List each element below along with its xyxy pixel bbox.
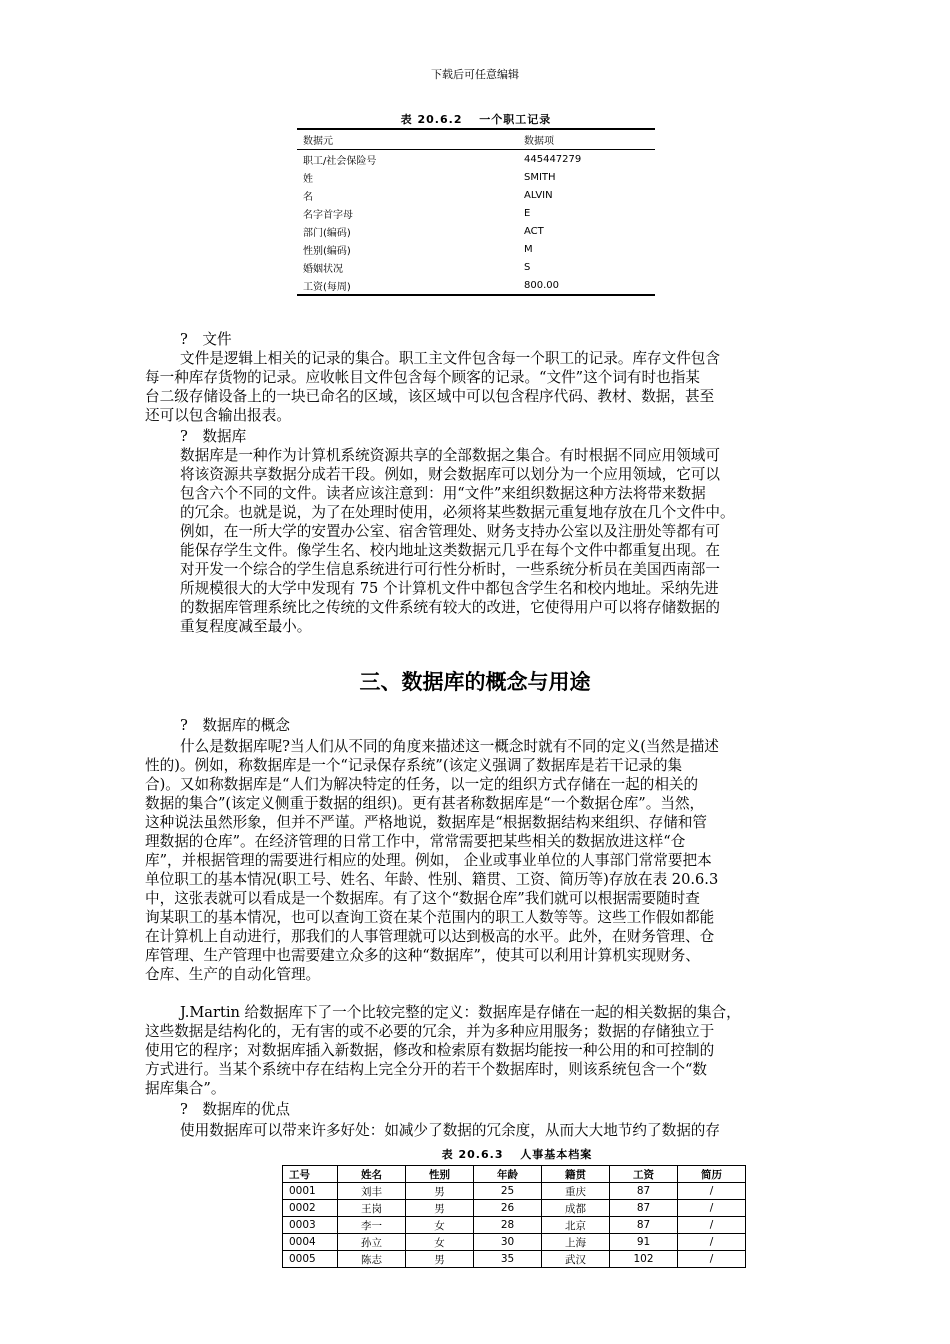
database-line: 包含六个不同的文件。读者应该注意到：用“文件”来组织数据这种方法将带来数据 [180,485,706,502]
cell: 0005 [283,1251,338,1268]
concept-line: 仓库、生产的自动化管理。 [145,966,321,983]
header-cell: 籍贯 [542,1166,610,1183]
table-row [297,168,655,186]
table-row [283,1234,746,1251]
advantages-heading: ? 数据库的优点 [180,1101,290,1118]
header-cell: 工号 [283,1166,338,1183]
database-line: 重复程度减至最小。 [180,618,312,635]
concept-line: 数据的集合”(该定义侧重于数据的组织)。更有甚者称数据库是“一个数据仓库”。当然， [145,795,705,812]
cell-element: 姓 [303,173,313,185]
table-row [297,186,655,204]
cell: / [678,1234,746,1251]
cell: 0004 [283,1234,338,1251]
cell: 30 [474,1234,542,1251]
cell-element: 名字首字母 [303,209,353,221]
header-cell: 简历 [678,1166,746,1183]
martin-line: 这些数据是结构化的，无有害的或不必要的冗余，并为多种应用服务；数据的存储独立于 [145,1023,715,1040]
concept-line: 单位职工的基本情况(职工号、姓名、年龄、性别、籍贯、工资、简历等)存放在表 20.6.3 [145,871,719,888]
header-cell: 数据元 [303,136,333,147]
cell-element: 性别(编码) [303,245,351,257]
file-line: 每一种库存货物的记录。应收帐目文件包含每个顾客的记录。“文件”这个词有时也指某 [145,369,700,386]
header-cell: 工资 [610,1166,678,1183]
cell: 0001 [283,1183,338,1200]
header-cell: 数据项 [524,136,554,147]
cell-value: 445447279 [524,153,582,165]
database-line: 能保存学生文件。像学生名、校内地址这类数据元几乎在每个文件中都重复出现。在 [180,542,720,559]
database-line: 数据库是一种作为计算机系统资源共享的全部数据之集合。有时根据不同应用领域可 [180,447,720,464]
concept-line: 在计算机上自动进行，那我们的人事管理就可以达到极高的水平。此外，在财务管理、仓 [145,928,715,945]
cell: 102 [610,1251,678,1268]
personnel-archive-table [282,1165,746,1268]
cell-value: 800.00 [524,279,559,291]
download-watermark: 下载后可任意编辑 [431,68,519,81]
file-line: 文件是逻辑上相关的记录的集合。职工主文件包含每一个职工的记录。库存文件包含 [180,350,720,367]
cell: 男 [406,1251,474,1268]
cell: 91 [610,1234,678,1251]
cell-element: 婚姻状况 [303,263,343,275]
cell: 李一 [338,1217,406,1234]
cell-element: 职工/社会保险号 [303,155,377,167]
table-row [283,1183,746,1200]
cell: 北京 [542,1217,610,1234]
martin-line: 据库集合”。 [145,1080,226,1097]
table-header-row [283,1166,746,1183]
file-line: 还可以包含输出报表。 [145,407,291,424]
database-line: 的冗余。也就是说，为了在处理时使用，必须将某些数据元重复地存放在几个文件中。 [180,504,735,521]
concept-heading: ? 数据库的概念 [180,717,290,734]
table-row [297,204,655,222]
database-line: 所规模很大的大学中发现有 75 个计算机文件中都包含学生名和校内地址。采纳先进 [180,580,719,597]
cell: / [678,1217,746,1234]
cell: 女 [406,1217,474,1234]
table-header-row [297,130,655,150]
cell: 28 [474,1217,542,1234]
cell-value: E [524,207,531,219]
file-heading: ? 文件 [180,331,232,348]
table-row [283,1217,746,1234]
advantages-line: 使用数据库可以带来许多好处：如减少了数据的冗余度，从而大大地节约了数据的存 [180,1122,720,1139]
table-row [283,1200,746,1217]
cell: 25 [474,1183,542,1200]
martin-line: 方式进行。当某个系统中存在结构上完全分开的若干个数据库时，则该系统包含一个“数 [145,1061,708,1078]
concept-line: 询某职工的基本情况，也可以查询工资在某个范围内的职工人数等等。这些工作假如都能 [145,909,715,926]
cell: / [678,1183,746,1200]
concept-line: 合)。又如称数据库是“人们为解决特定的任务，以一定的组织方式存储在一起的相关的 [145,776,699,793]
cell: 87 [610,1183,678,1200]
cell: 男 [406,1183,474,1200]
table2-caption: 表 20.6.3 人事基本档案 [441,1148,593,1161]
cell-value: SMITH [524,171,556,183]
table-row [297,240,655,258]
concept-line: 中，这张表就可以看成是一个数据库。有了这个“数据仓库”我们就可以根据需要随时查 [145,890,700,907]
cell: 87 [610,1200,678,1217]
database-line: 的数据库管理系统比之传统的文件系统有较大的改进，它使得用户可以将存储数据的 [180,599,720,616]
header-cell: 性别 [406,1166,474,1183]
concept-line: 理数据的仓库”。在经济管理的日常工作中，常常需要把某些相关的数据放进这样“仓 [145,833,686,850]
file-line: 台二级存储设备上的一块已命名的区域，该区域中可以包含程序代码、教材、数据，甚至 [145,388,715,405]
cell: 武汉 [542,1251,610,1268]
employee-record-table [297,128,655,296]
cell-element: 工资(每周) [303,281,351,293]
cell-element: 名 [303,191,313,203]
concept-line: 什么是数据库呢?当人们从不同的角度来描述这一概念时就有不同的定义(当然是描述 [180,738,719,755]
table-row [283,1251,746,1268]
cell: 孙立 [338,1234,406,1251]
cell-element: 部门(编码) [303,227,351,239]
concept-line: 库管理、生产管理中也需要建立众多的这种“数据库”，使其可以利用计算机实现财务、 [145,947,700,964]
cell: 成都 [542,1200,610,1217]
database-line: 对开发一个综合的学生信息系统进行可行性分析时，一些系统分析员在美国西南部一 [180,561,720,578]
table-row [297,222,655,240]
table-row [297,258,655,276]
martin-line: J.Martin 给数据库下了一个比较完整的定义：数据库是存储在一起的相关数据的集合， [180,1004,741,1021]
concept-line: 库”，并根据管理的需要进行相应的处理。例如， 企业或事业单位的人事部门常常要把本 [145,852,712,869]
cell: 重庆 [542,1183,610,1200]
cell: / [678,1200,746,1217]
header-cell: 年龄 [474,1166,542,1183]
cell: 0002 [283,1200,338,1217]
concept-line: 性的)。例如，称数据库是一个“记录保存系统”(该定义强调了数据库是若干记录的集 [145,757,683,774]
cell: 男 [406,1200,474,1217]
cell: 陈志 [338,1251,406,1268]
database-heading: ? 数据库 [180,428,247,445]
cell-value: ALVIN [524,189,553,201]
cell: 35 [474,1251,542,1268]
concept-line: 这种说法虽然形象，但并不严谨。严格地说，数据库是“根据数据结构来组织、存储和管 [145,814,708,831]
chapter-title: 三、数据库的概念与用途 [359,670,591,694]
database-line: 将该资源共享数据分成若干段。例如，财会数据库可以划分为一个应用领域，它可以 [180,466,720,483]
martin-line: 使用它的程序；对数据库插入新数据，修改和检索原有数据均能按一种公用的和可控制的 [145,1042,715,1059]
table-row [297,150,655,168]
cell: 王岗 [338,1200,406,1217]
cell: 87 [610,1217,678,1234]
cell-value: S [524,261,531,273]
cell: 女 [406,1234,474,1251]
database-line: 例如，在一所大学的安置办公室、宿舍管理处、财务支持办公室以及注册处等都有可 [180,523,720,540]
cell-value: ACT [524,225,544,237]
cell: 0003 [283,1217,338,1234]
table-row [297,276,655,294]
cell: 刘丰 [338,1183,406,1200]
header-cell: 姓名 [338,1166,406,1183]
cell: 26 [474,1200,542,1217]
cell: / [678,1251,746,1268]
cell: 上海 [542,1234,610,1251]
table1-caption: 表 20.6.2 一个职工记录 [400,113,552,126]
cell-value: M [524,243,533,255]
